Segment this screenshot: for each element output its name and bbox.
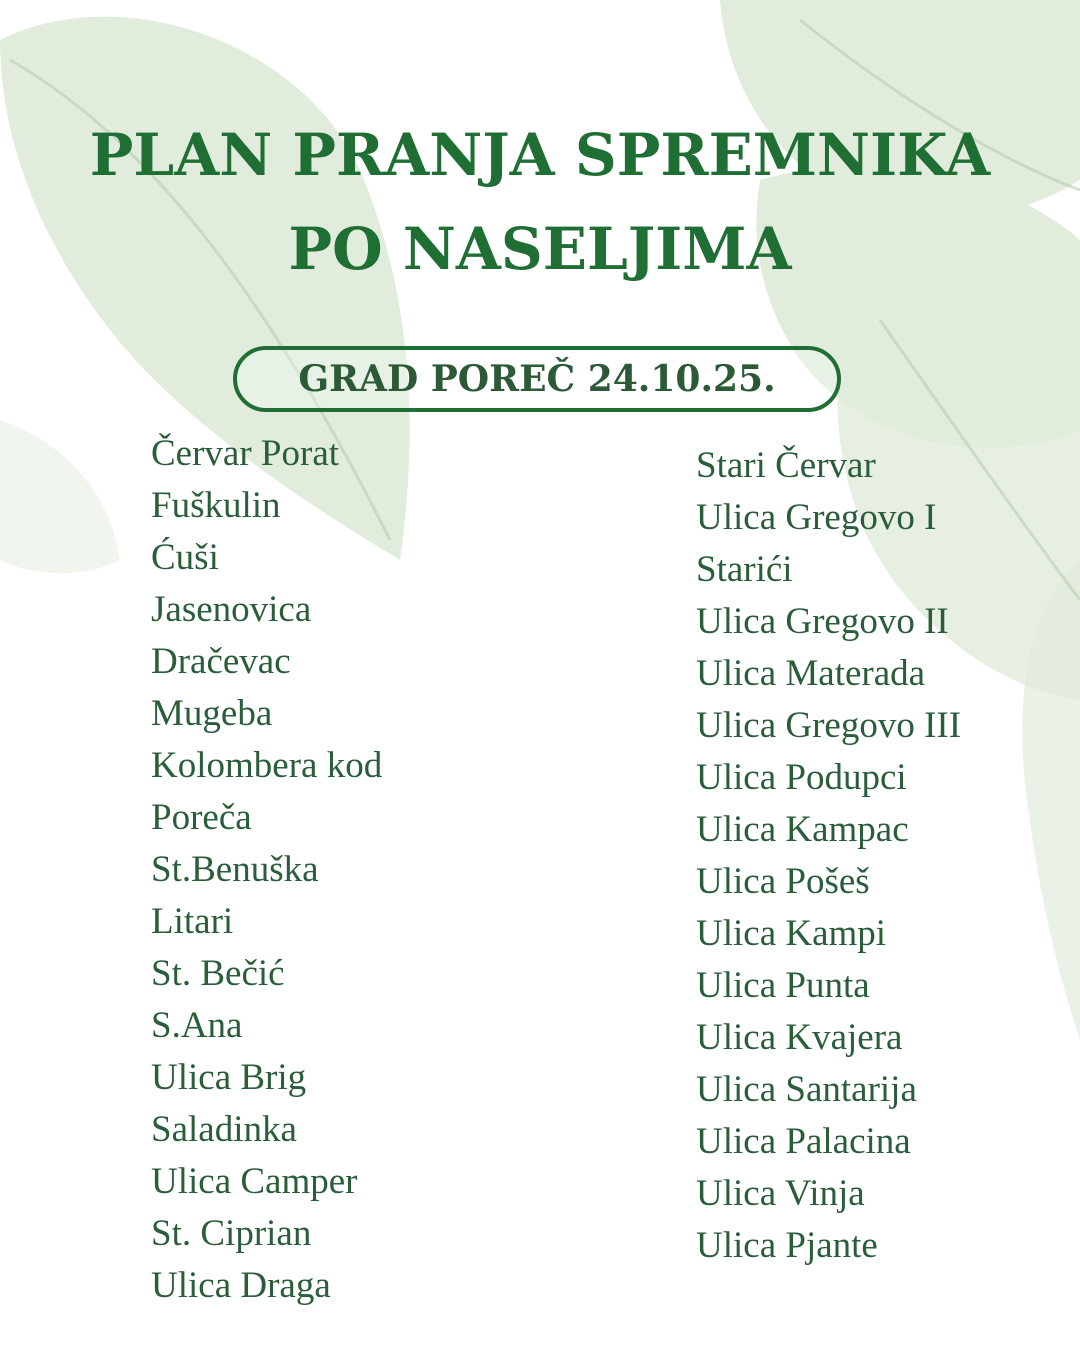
list-item: Ulica Pošeš <box>696 861 870 902</box>
list-item: Ulica Gregovo III <box>696 705 962 746</box>
list-item: Ulica Kvajera <box>696 1017 903 1058</box>
list-item: Ulica Brig <box>151 1057 307 1098</box>
settlement-list-right <box>696 440 961 1272</box>
list-item: Ulica Gregovo I <box>696 497 937 538</box>
list-item: Mugeba <box>151 693 273 734</box>
list-item: Ulica Podupci <box>696 757 907 798</box>
list-item: Ćuši <box>151 537 219 578</box>
list-item: St. Ciprian <box>151 1213 312 1254</box>
list-item: Poreča <box>151 797 252 838</box>
list-item: Ulica Punta <box>696 965 870 1006</box>
list-item: Dračevac <box>151 641 291 682</box>
settlement-list-left <box>151 428 382 1312</box>
list-item: S.Ana <box>151 1005 243 1046</box>
list-item: Ulica Vinja <box>696 1173 865 1214</box>
list-item: Ulica Gregovo II <box>696 601 949 642</box>
list-item: Jasenovica <box>151 589 312 630</box>
list-item: Ulica Palacina <box>696 1121 911 1162</box>
list-item: Ulica Kampac <box>696 809 909 850</box>
list-item: St.Benuška <box>151 849 319 890</box>
title-line-1: PLAN PRANJA SPREMNIKA <box>89 121 991 189</box>
title-line-2: PO NASELJIMA <box>288 215 792 283</box>
list-item: Stari Červar <box>696 445 876 486</box>
list-item: Ulica Camper <box>151 1161 358 1202</box>
city-date-badge: GRAD POREČ 24.10.25. <box>233 346 841 412</box>
page-title <box>0 108 1080 296</box>
list-item: Ulica Kampi <box>696 913 887 954</box>
list-item: Ulica Materada <box>696 653 926 694</box>
list-item: Ulica Santarija <box>696 1069 917 1110</box>
list-item: Saladinka <box>151 1109 297 1150</box>
list-item: Fuškulin <box>151 485 281 526</box>
list-item: Ulica Pjante <box>696 1225 878 1266</box>
list-item: St. Bečić <box>151 953 285 994</box>
list-item: Litari <box>151 901 234 942</box>
list-item: Starići <box>696 549 793 590</box>
list-item: Ulica Draga <box>151 1265 331 1306</box>
list-item: Červar Porat <box>151 433 340 474</box>
list-item: Kolombera kod <box>151 745 383 786</box>
